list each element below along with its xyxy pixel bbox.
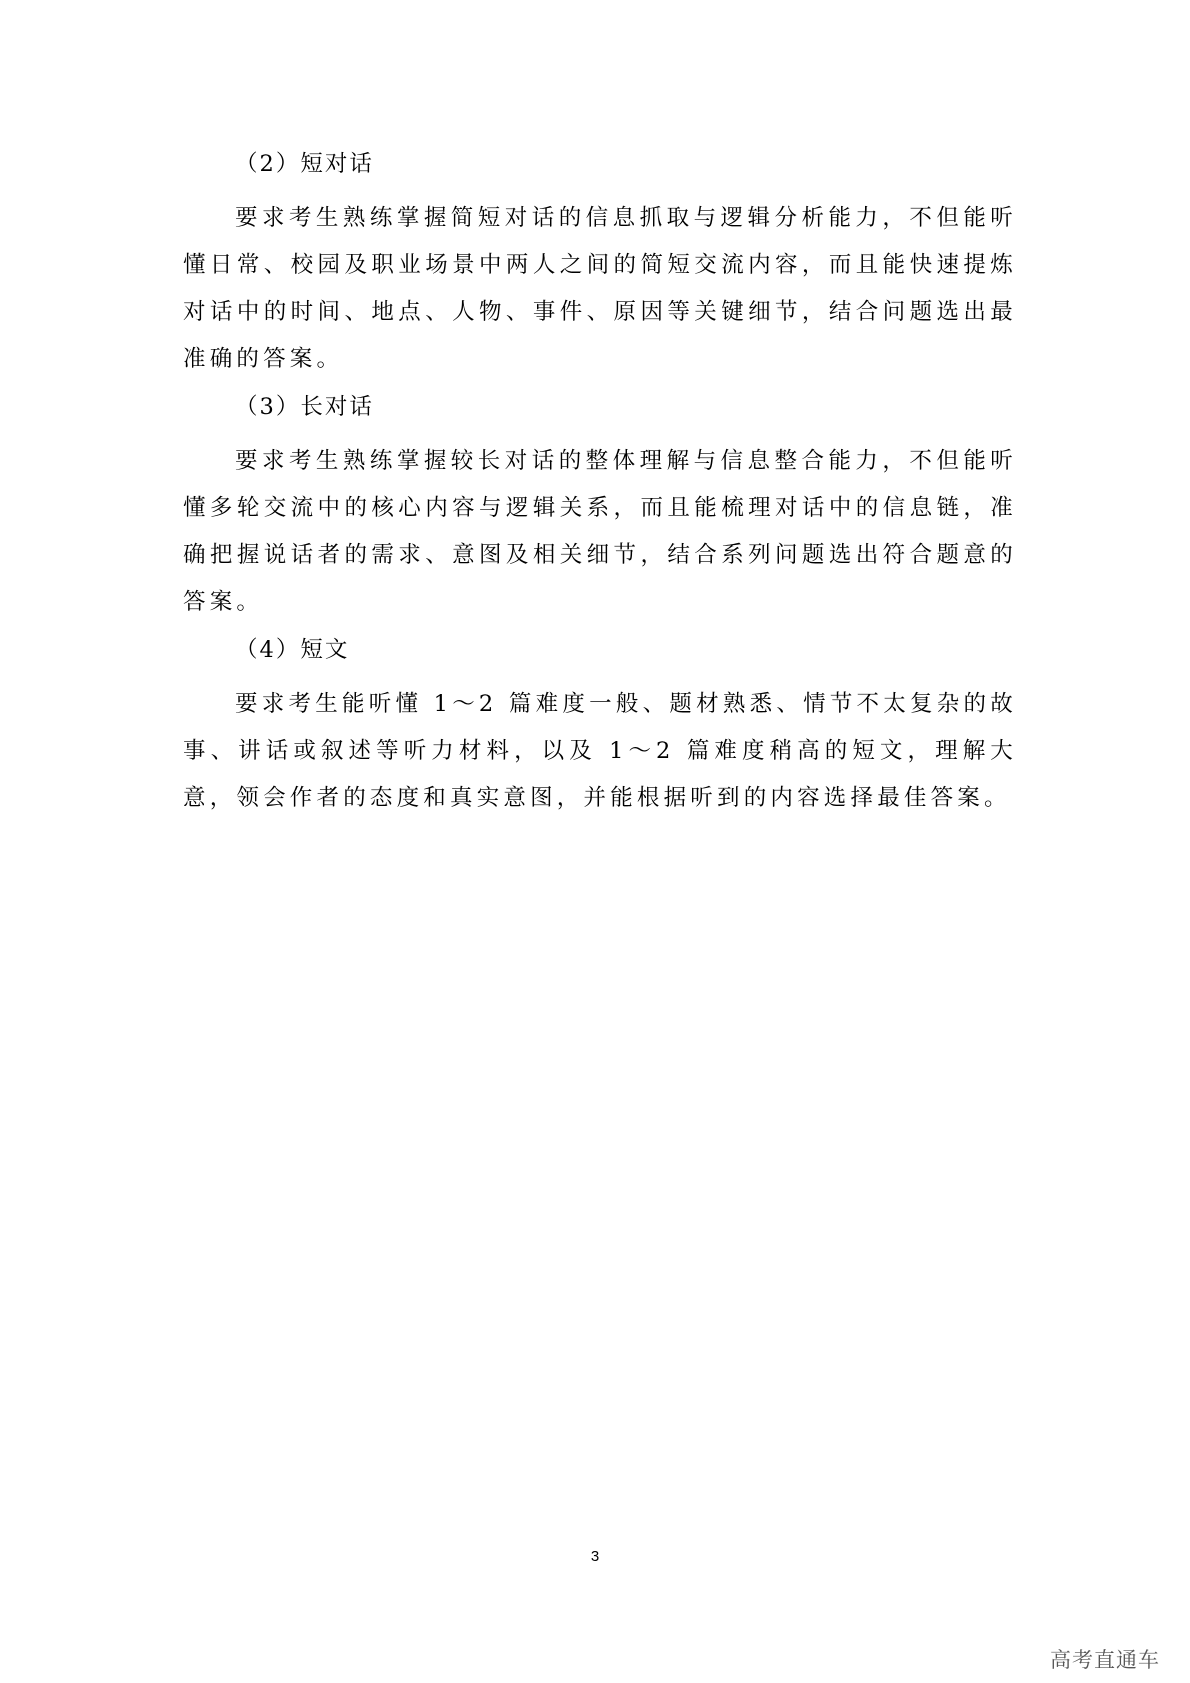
section-paragraph: 要求考生熟练掌握较长对话的整体理解与信息整合能力，不但能听懂多轮交流中的核心内容与逻辑关系，而且能梳理对话中的信息链，准确把握说话者的需求、意图及相关细节，结合系列问题选出符合题意的答案。 [183, 448, 1017, 615]
page-number: 3 [590, 1548, 600, 1565]
page-body [183, 148, 1017, 830]
section-heading: （2）短对话 [235, 151, 374, 177]
section-heading: （4）短文 [235, 637, 350, 663]
section-long-dialogue [183, 391, 1017, 626]
section-passage [183, 634, 1017, 822]
watermark: 高考直通车 [1050, 1648, 1160, 1672]
section-heading: （3）长对话 [235, 394, 374, 420]
section-paragraph: 要求考生熟练掌握简短对话的信息抓取与逻辑分析能力，不但能听懂日常、校园及职业场景中两人之间的简短交流内容，而且能快速提炼对话中的时间、地点、人物、事件、原因等关键细节，结合问题选出最准确的答案。 [183, 205, 1017, 372]
section-paragraph: 要求考生能听懂 1～2 篇难度一般、题材熟悉、情节不太复杂的故事、讲话或叙述等听力材料，以及 1～2 篇难度稍高的短文，理解大意，领会作者的态度和真实意图，并能根据听到的内容选择最佳答案。 [183, 691, 1017, 811]
section-short-dialogue [183, 148, 1017, 383]
